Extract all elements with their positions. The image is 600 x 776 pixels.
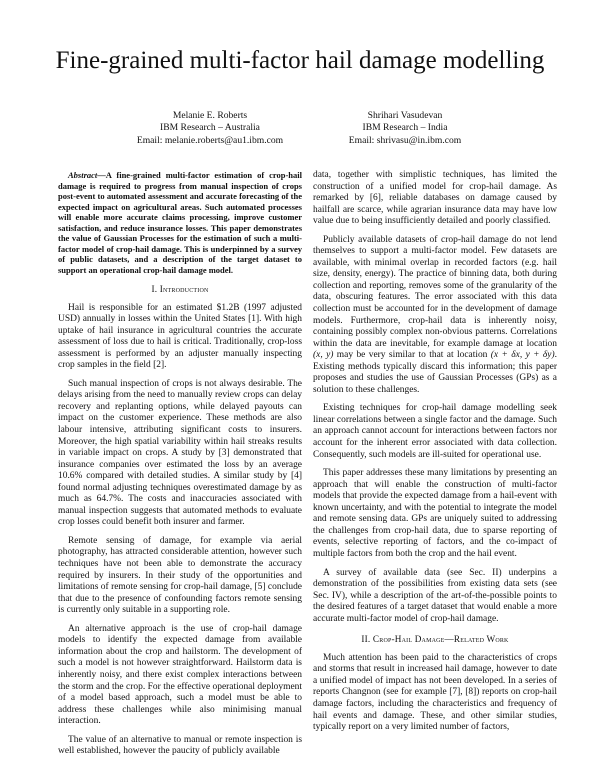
- section-title: Introduction: [159, 284, 209, 294]
- paragraph: A survey of available data (see Sec. II) underpins a demonstration of the possibilities from existing data sets (see Sec. IV), while a description of the art-of-the-possible points to the desired features of a target dataset that would enable a more accurate multi-factor model of crop-hail damage.: [313, 567, 557, 624]
- author-name: Melanie E. Roberts: [172, 110, 248, 121]
- section-heading-introduction: [58, 284, 302, 296]
- abstract-label: Abstract: [68, 170, 98, 180]
- paragraph: Remote sensing of damage, for example via aerial photography, has attracted considerable attention, however such techniques have not been able to demonstrate the accuracy required by insurers. In their study of the opportunities and limitations of remote sensing for crop-hail damage, [5] conclude that due to the presence of confounding factors remote sensing is currently only suitable in a supporting role.: [58, 535, 302, 616]
- section-title: Crop-Hail Damage—Related Work: [372, 634, 509, 645]
- author-affiliation: IBM Research – Australia: [160, 122, 260, 134]
- paper-title: Fine-grained multi-factor hail damage modelling: [55, 47, 545, 74]
- author-affiliation: IBM Research – India: [362, 122, 448, 134]
- abstract: [58, 170, 302, 275]
- author-email: Email: shrivasu@in.ibm.com: [348, 134, 462, 146]
- section-number: II.: [361, 634, 371, 645]
- paragraph: Existing techniques for crop-hail damage modelling seek linear correlations between a single factor and the damage. Such an approach cannot account for interactions between factors nor account for the inherent error associated with data collection. Consequently, such models are ill-suited for operational use.: [313, 403, 557, 460]
- paragraph: The value of an alternative to manual or remote inspection is well established, however the paucity of publicly available: [58, 734, 302, 757]
- paragraph: Such manual inspection of crops is not always desirable. The delays arising from the need to manually review crops can delay recovery and replanting options, while delayed payouts can impact on the customer experience. These methods are also labour intensive, attributing significant costs to insurers. Moreover, the high spatial variability within hail streaks results in variable impact on crops. A study by [3] demonstrated that insurance companies over estimated the loss by an average 10.6% compared with detailed studies. A similar study by [4] found normal adjusting techniques overestimated damage by as much as 64.7%. The costs and inaccuracies associated with manual inspection suggests that automated methods to evaluate crop losses could benefit both insurer and farmer.: [58, 378, 302, 528]
- paragraph: This paper addresses these many limitations by presenting an approach that will enable the construction of multi-factor models that provide the expected damage from a hail-event with known uncertainty, and with the potential to integrate the model and remote sensing data. GPs are uniquely suited to addressing the challenges from crop-hail data, due to sparse reporting of events, selective reporting of factors, and the co-impact of multiple factors from both the crop and the hail event.: [313, 468, 557, 559]
- paragraph: Much attention has been paid to the characteristics of crops and storms that result in increased hail damage, however to date a unified model of impact has not been developed. In a series of reports Changnon (see for example [7], [8]) reports on crop-hail damage factors, including the characteristics and frequency of hail events and damage. These, and other similar studies, typically report on a very limited number of factors,: [313, 652, 557, 733]
- paragraph-with-math: [313, 235, 557, 397]
- math-location: (x, y): [313, 350, 334, 361]
- left-column: [58, 170, 302, 765]
- right-column: [313, 170, 557, 741]
- section-heading-related-work: [313, 634, 557, 646]
- abstract-text: —A fine-grained multi-factor estimation of crop-hail damage is required to progress from manual inspection of crops post-event to automated assessment and accurate forecasting of the expected impact on agricultural areas. Such automated processes will enable more accurate claims processing, improve customer satisfaction, and reduce insurance losses. This paper demonstrates the value of Gaussian Processes for the estimation of such a multi-factor model of crop-hail damage. This is underpinned by a survey of public datasets, and a description of the target dataset to support an operational crop-hail damage model.: [58, 170, 302, 275]
- paragraph: An alternative approach is the use of crop-hail damage models to identify the expected damage from available information about the crop and hailstorm. The development of such a model is not however straightforward. Hailstorm data is inherently noisy, and there exist complex interactions between the storm and the crop. For the effective operational deployment of a model based approach, such a model must be able to address these challenges while also minimising manual interaction.: [58, 623, 302, 727]
- paragraph-text: Publicly available datasets of crop-hail damage do not lend themselves to support a multi-factor model. Few datasets are available, with minimal overlap in recorded factors (e.g. hail size, density, energy). The practice of binning data, both during collection and reporting, removes some of the granularity of the data, obscuring features. The error associated with this data collection must be accounted for in the development of damage models. Furthermore, crop-hail data is inherently noisy, containing possibly complex non-obvious patterns. Correlations within the data are inevitable, for example damage at location: [313, 234, 557, 349]
- author-block-2: [290, 110, 520, 147]
- paragraph-text: may be very similar to that at location: [333, 350, 491, 361]
- math-location: (x + δx, y + δy): [490, 350, 555, 361]
- author-name: Shrihari Vasudevan: [367, 110, 443, 121]
- author-email: Email: melanie.roberts@au1.ibm.com: [136, 134, 284, 146]
- paragraph: data, together with simplistic techniques, has limited the construction of a unified model for crop-hail damage. As remarked by [6], reliable databases on damage caused by hailfall are scarce, while agrarian insurance data may have low value due to being insufficiently detailed and poorly classified.: [313, 170, 557, 227]
- paragraph-text: . Existing methods typically discard this information; this paper proposes and studies the use of Gaussian Processes (GPs) as a solution to these challenges.: [313, 350, 557, 395]
- section-number: I.: [151, 284, 158, 294]
- paragraph: Hail is responsible for an estimated $1.2B (1997 adjusted USD) annually in losses within the United States [1]. With high uptake of hail insurance in agricultural countries the accurate assessment of loss due to hail is critical. Traditionally, crop-loss assessment is performed by an adjuster manually inspecting crop samples in the field [2].: [58, 302, 302, 371]
